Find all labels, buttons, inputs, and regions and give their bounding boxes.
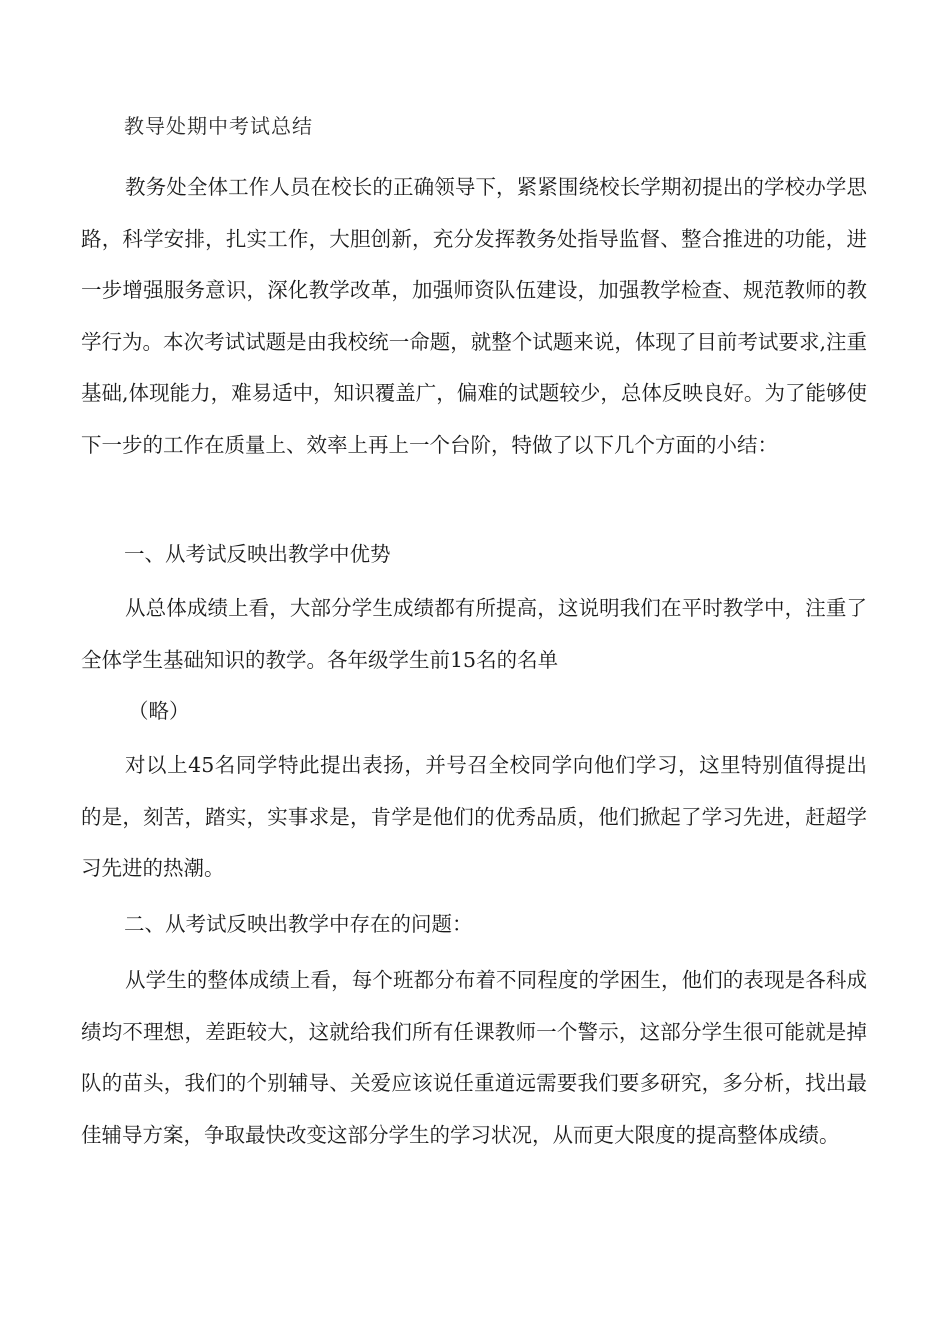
document-title: 教导处期中考试总结: [124, 114, 313, 138]
section-heading-strengths: 一、从考试反映出教学中优势: [124, 542, 391, 566]
section-heading-problems: 二、从考试反映出教学中存在的问题：: [124, 912, 473, 936]
body-paragraph-intro: 教务处全体工作人员在校长的正确领导下，紧紧围绕校长学期初提出的学校办学思路，科学安排，扎实工作，大胆创新，充分发挥教务处指导监督、整合推进的功能，进一步增强服务意识，深化教学改革，加强师资队伍建设，加强教学检查、规范教师的教学行为。本次考试试题是由我校统一命题，就整个试题来说，体现了目前考试要求,注重基础,体现能力，难易适中，知识覆盖广，偏难的试题较少，总体反映良好。为了能够使下一步的工作在质量上、效率上再上一个台阶，特做了以下几个方面的小结：: [81, 175, 867, 457]
omitted-note: （略）: [128, 699, 190, 723]
body-paragraph-praise: 对以上45名同学特此提出表扬，并号召全校同学向他们学习，这里特别值得提出的是，刻苦，踏实，实事求是，肯学是他们的优秀品质，他们掀起了学习先进，赶超学习先进的热潮。: [81, 753, 867, 880]
body-paragraph-struggling-students: 从学生的整体成绩上看，每个班都分布着不同程度的学困生，他们的表现是各科成绩均不理想，差距较大，这就给我们所有任课教师一个警示，这部分学生很可能就是掉队的苗头，我们的个别辅导、关爱应该说任重道远需要我们要多研究，多分析，找出最佳辅导方案，争取最快改变这部分学生的学习状况，从而更大限度的提高整体成绩。: [81, 968, 867, 1147]
body-paragraph-overall-results: 从总体成绩上看，大部分学生成绩都有所提高，这说明我们在平时教学中，注重了全体学生基础知识的教学。各年级学生前15名的名单: [81, 596, 867, 672]
